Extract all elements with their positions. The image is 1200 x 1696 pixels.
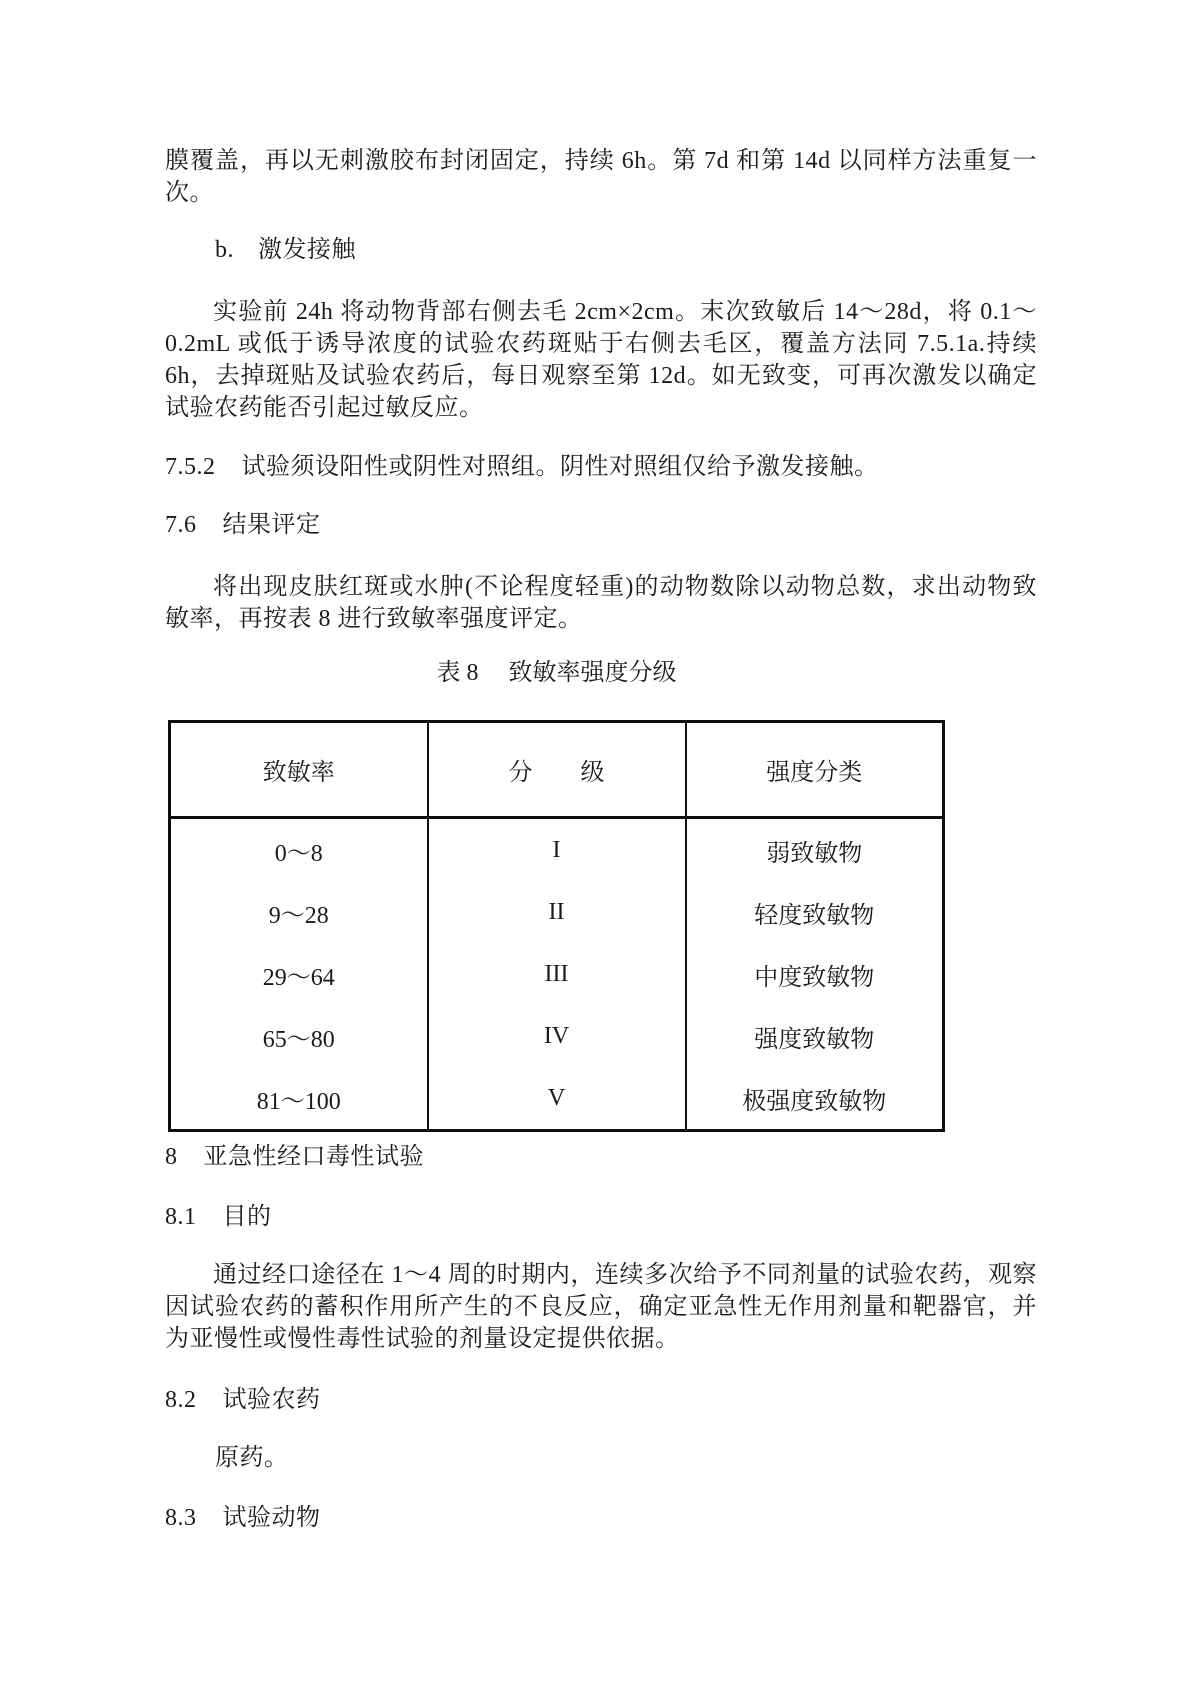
heading-title: 试验农药: [222, 1387, 321, 1413]
text-line: 为亚慢性或慢性毒性试验的剂量设定提供依据。: [165, 1326, 680, 1352]
table8-cell: V: [428, 1067, 686, 1131]
clause-number: 7.5.2: [165, 454, 216, 480]
heading-number: 8.1: [165, 1204, 197, 1230]
table8-caption-label: 表 8: [436, 660, 479, 686]
list-item-marker: b.: [215, 237, 234, 263]
text-line: 0.2mL 或低于诱导浓度的试验农药斑贴于右侧去毛区，覆盖方法同 7.5.1a.持续: [165, 331, 1037, 357]
paragraph-membrane-cover: [165, 145, 1037, 209]
table8-cell: 65～80: [170, 1005, 428, 1067]
text-line: 通过经口途径在 1～4 周的时期内，连续多次给予不同剂量的试验农药，观察: [213, 1262, 1037, 1288]
paragraph-text: 原药。: [215, 1445, 289, 1471]
table8-cell: III: [428, 943, 686, 1005]
text-line: 将出现皮肤红斑或水肿(不论程度轻重)的动物数除以动物总数，求出动物致: [213, 574, 1037, 600]
text-line: 实验前 24h 将动物背部右侧去毛 2cm×2cm。末次致敏后 14～28d，将 0.1～: [213, 299, 1037, 325]
heading-title: 亚急性经口毒性试验: [203, 1144, 424, 1170]
clause-text: 试验须设阳性或阴性对照组。阴性对照组仅给予激发接触。: [241, 454, 879, 480]
heading-8-subacute-oral-toxicity: [165, 1141, 1037, 1173]
list-item-label: 激发接触: [258, 237, 356, 263]
list-item-b-challenge-contact: [165, 234, 1087, 266]
paragraph-raw-material: [165, 1442, 1087, 1474]
heading-8-3-test-animals: [165, 1502, 1037, 1534]
heading-8-1-purpose: [165, 1201, 1037, 1233]
clause-7-5-2: [165, 451, 1037, 483]
table8-cell: 极强度致敏物: [686, 1067, 944, 1131]
table8-header-cell: 强度分类: [686, 722, 944, 818]
table8-caption-title: 致敏率强度分级: [508, 660, 677, 686]
table8-row: [170, 1005, 944, 1067]
heading-7-6-result-evaluation: [165, 509, 1037, 541]
table8-caption: [168, 657, 945, 689]
text-line: 次。: [165, 180, 214, 206]
heading-8-2-test-pesticide: [165, 1384, 1037, 1416]
table8-cell: IV: [428, 1005, 686, 1067]
paragraph-result-calculation: [165, 571, 1037, 635]
table8-row: [170, 1067, 944, 1131]
table8-cell: 中度致敏物: [686, 943, 944, 1005]
text-line: 因试验农药的蓄积作用所产生的不良反应，确定亚急性无作用剂量和靶器官，并: [165, 1294, 1037, 1320]
text-line: 试验农药能否引起过敏反应。: [165, 395, 484, 421]
heading-title: 目的: [222, 1204, 272, 1230]
table8-cell: 强度致敏物: [686, 1005, 944, 1067]
table8-row: [170, 881, 944, 943]
table8-row: [170, 818, 944, 882]
table8-head: [170, 722, 944, 818]
table8-cell: 轻度致敏物: [686, 881, 944, 943]
heading-number: 8.2: [165, 1387, 197, 1413]
heading-number: 7.6: [165, 512, 197, 538]
table8-row: [170, 943, 944, 1005]
table8-cell: 弱致敏物: [686, 818, 944, 882]
table8-body: [170, 818, 944, 1131]
text-line: 敏率，再按表 8 进行致敏率强度评定。: [165, 606, 583, 632]
heading-number: 8: [165, 1144, 178, 1170]
table8-header-cell: 致敏率: [170, 722, 428, 818]
table8-cell: 81～100: [170, 1067, 428, 1131]
paragraph-challenge-procedure: [165, 296, 1037, 424]
heading-title: 结果评定: [222, 512, 321, 538]
paragraph-purpose: [165, 1259, 1037, 1355]
text-line: 6h，去掉斑贴及试验农药后，每日观察至第 12d。如无致变，可再次激发以确定: [165, 363, 1037, 389]
table8-head-row: [170, 722, 944, 818]
table8-cell: 29～64: [170, 943, 428, 1005]
table8-cell: 0～8: [170, 818, 428, 882]
heading-number: 8.3: [165, 1505, 197, 1531]
table8-cell: 9～28: [170, 881, 428, 943]
table8-cell: I: [428, 818, 686, 882]
heading-title: 试验动物: [222, 1505, 321, 1531]
table8-header-cell: 分 级: [428, 722, 686, 818]
table8-cell: II: [428, 881, 686, 943]
text-line: 膜覆盖，再以无刺激胶布封闭固定，持续 6h。第 7d 和第 14d 以同样方法重复一: [165, 148, 1037, 174]
sensitization-grade-table: [168, 720, 945, 1132]
